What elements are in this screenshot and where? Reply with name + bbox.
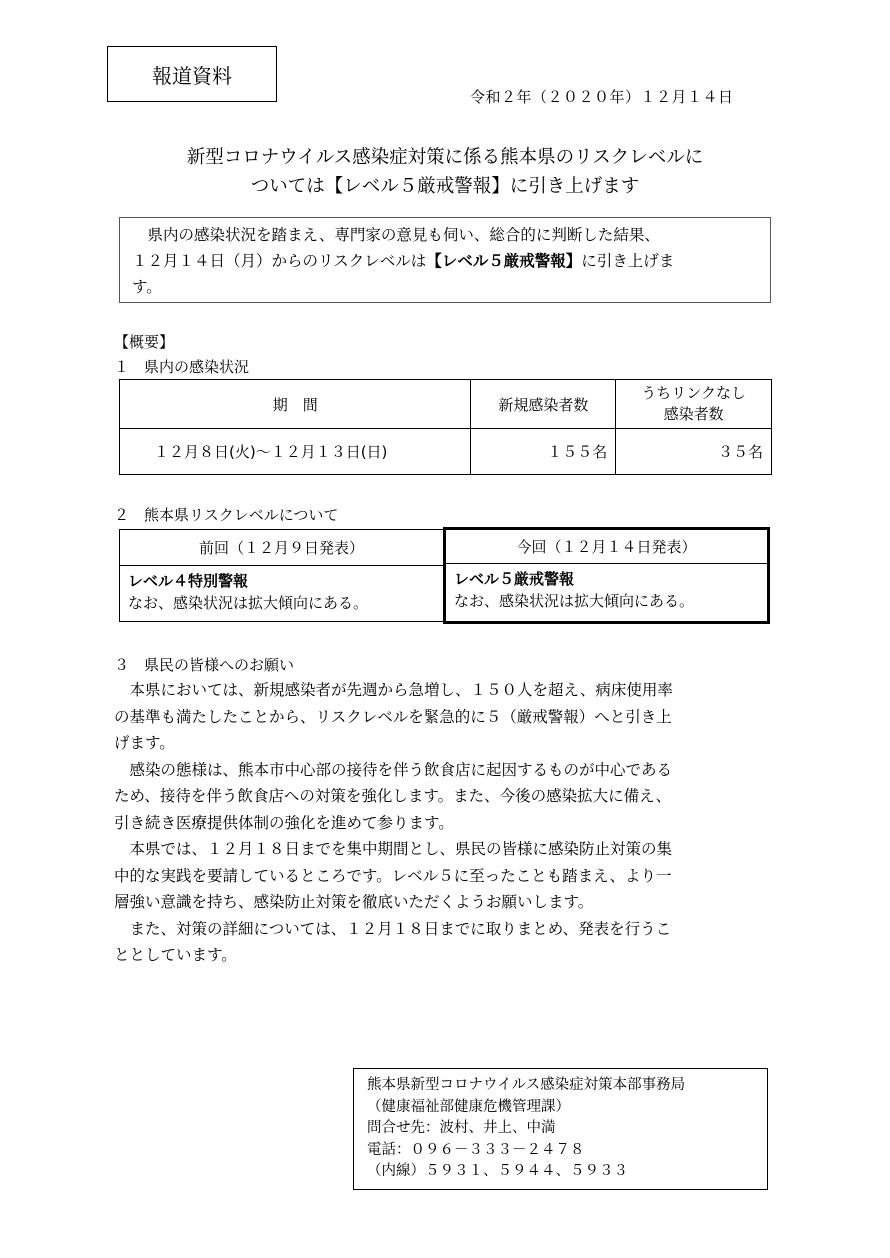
current-level-body — [446, 564, 767, 612]
body-line: ため、接待を伴う飲食店への対策を強化します。また、今後の感染拡大に備え、 — [114, 787, 672, 805]
summary-level-emphasis: 【レベル５厳戒警報】 — [426, 252, 582, 270]
body-line: 本県においては、新規感染者が先週から急増し、１５０人を超え、病床使用率 — [114, 681, 673, 699]
current-level-header: 今回（１２月１４日発表） — [446, 530, 767, 564]
current-level-name: レベル５厳戒警報 — [454, 570, 575, 588]
overview-heading: 【概要】 — [114, 333, 175, 351]
title-line-1: 新型コロナウイルス感染症対策に係る熊本県のリスクレベルに — [186, 147, 704, 168]
section-1-heading: １ 県内の感染状況 — [114, 358, 250, 376]
table-header-row — [120, 380, 772, 429]
document-label — [107, 46, 277, 102]
previous-level-note: なお、感染状況は拡大傾向にある。 — [128, 594, 369, 612]
summary-line-2-post: に引き上げま — [581, 252, 675, 270]
body-line: また、対策の詳細については、１２月１８日までに取りまとめ、発表を行うこ — [114, 919, 672, 938]
contact-persons: 問合せ先：波村、井上、中満 — [367, 1120, 556, 1136]
column-header-new-cases: 新規感染者数 — [471, 380, 616, 429]
section-3-body — [114, 677, 794, 969]
contact-extension: （内線）５９３１、５９４４、５９３３ — [367, 1163, 628, 1179]
title-line-2: ついては【レベル５厳戒警報】に引き上げます — [250, 176, 640, 197]
body-line: 引き続き医療提供体制の強化を進めて参ります。 — [114, 813, 454, 832]
previous-level-box — [119, 529, 444, 622]
summary-line-2 — [132, 248, 758, 274]
document-label-text: 報道資料 — [152, 63, 232, 88]
unlinked-cases-cell: ３５名 — [616, 429, 772, 475]
column-header-period: 期 間 — [120, 380, 471, 429]
summary-line-3: す。 — [132, 278, 162, 296]
contact-phone: 電話：０９６－３３３－２４７８ — [367, 1141, 585, 1158]
previous-level-body — [120, 566, 443, 614]
column-header-unlinked-line-1: うちリンクなし — [641, 384, 746, 402]
infection-status-table — [119, 379, 772, 475]
previous-level-header: 前回（１２月９日発表） — [120, 530, 443, 566]
summary-box — [119, 217, 771, 303]
body-line: 中的な実践を要請しているところです。レベル５に至ったことも踏まえ、より一 — [114, 866, 672, 885]
body-line: ととしています。 — [114, 946, 237, 964]
section-3-heading: ３ 県民の皆様へのお願い — [114, 656, 295, 674]
column-header-unlinked-cases — [616, 380, 772, 429]
body-line: 感染の態様は、熊本市中心部の接待を伴う飲食店に起因するものが中心である — [114, 760, 673, 779]
table-row — [120, 429, 772, 475]
previous-level-name: レベル４特別警報 — [128, 572, 249, 590]
section-2-heading: ２ 熊本県リスクレベルについて — [114, 506, 339, 524]
summary-line-1: 県内の感染状況を踏まえ、専門家の意見も伺い、総合的に判断した結果、 — [132, 226, 660, 244]
contact-org: 熊本県新型コロナウイルス感染症対策本部事務局 — [367, 1077, 686, 1093]
current-level-box — [443, 527, 770, 624]
current-level-note: なお、感染状況は拡大傾向にある。 — [454, 592, 695, 610]
body-line: の基準も満たしたことから、リスクレベルを緊急的に５（厳戒警報）へと引き上 — [114, 707, 672, 726]
contact-box — [353, 1068, 768, 1190]
contact-dept: （健康福祉部健康危機管理課） — [367, 1098, 570, 1115]
summary-line-2-pre: １２月１４日（月）からのリスクレベルは — [132, 252, 427, 270]
period-cell: １２月８日(火)～１２月１３日(日) — [120, 429, 471, 475]
body-line: 層強い意識を持ち、感染防止対策を徹底いただくようお願いします。 — [114, 893, 594, 911]
body-line: 本県では、１２月１８日までを集中期間とし、県民の皆様に感染防止対策の集 — [114, 840, 673, 858]
body-line: げます。 — [114, 734, 175, 752]
new-cases-cell: １５５名 — [471, 429, 616, 475]
column-header-unlinked-line-2: 感染者数 — [663, 405, 724, 423]
release-date: 令和２年（２０２０年）１２月１４日 — [470, 88, 734, 106]
